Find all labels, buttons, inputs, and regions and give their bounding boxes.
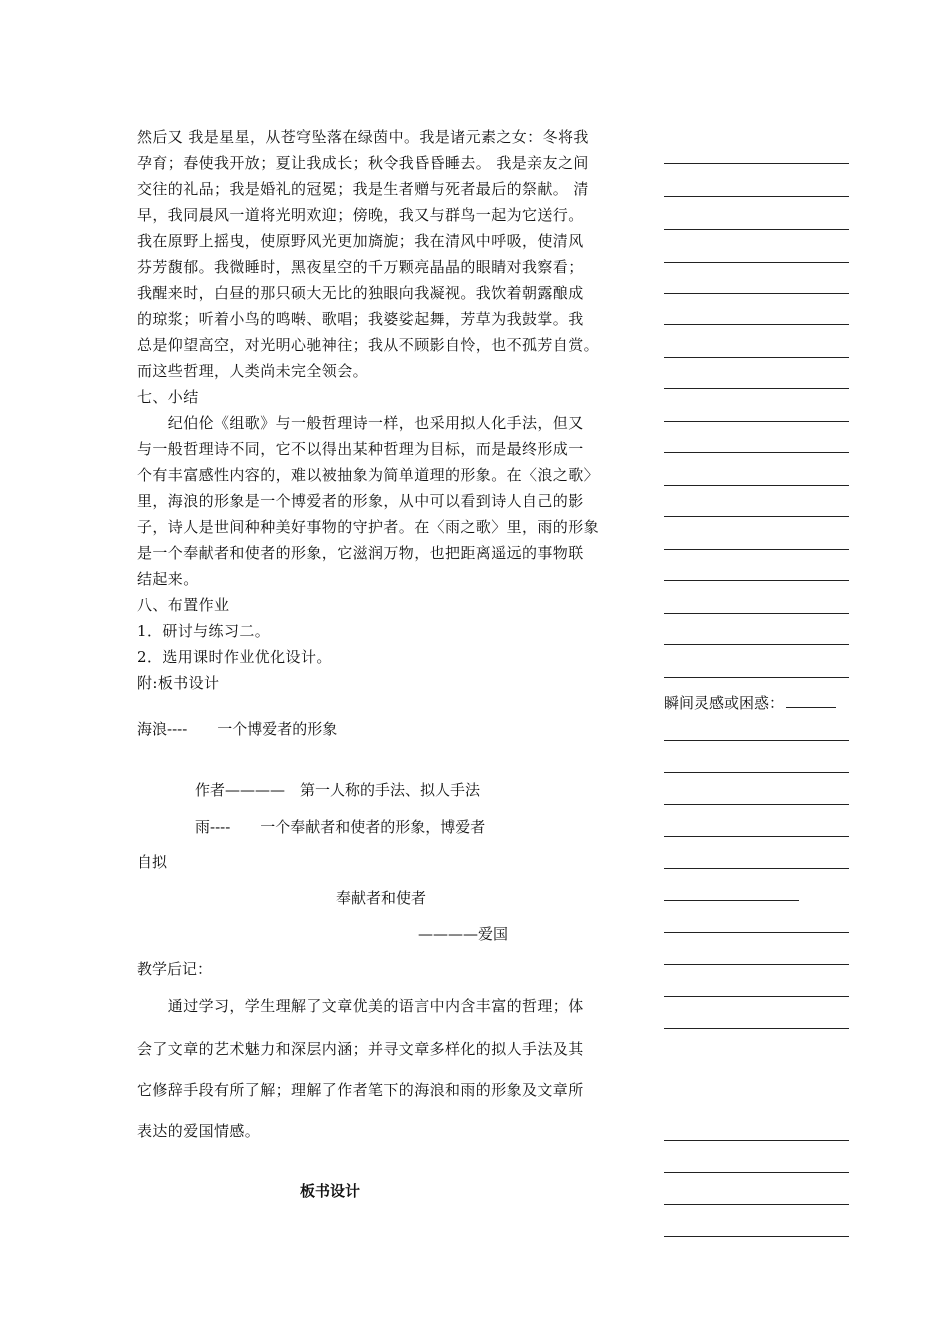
poem-line: 我醒来时，白昼的那只硕大无比的独眼向我凝视。我饮着朝露酿成 [137, 284, 584, 302]
board-self-label: 自拟 [137, 853, 168, 871]
note-rule [664, 1204, 849, 1205]
appendix-heading: 附:板书设计 [137, 674, 220, 692]
note-rule [664, 613, 849, 614]
note-rule [664, 932, 849, 933]
note-rule [664, 388, 849, 389]
summary-line: 结起来。 [137, 570, 199, 588]
board-dedicator: 奉献者和使者 [336, 889, 427, 907]
note-rule [664, 868, 849, 869]
note-rule [664, 1140, 849, 1141]
note-rule [664, 485, 849, 486]
poem-line: 总是仰望高空，对光明心驰神往；我从不顾影自怜，也不孤芳自赏。 [137, 336, 600, 354]
note-rule [664, 1028, 849, 1029]
poem-line: 孕育；春使我开放；夏让我成长；秋令我昏昏睡去。 我是亲友之间 [137, 154, 589, 172]
board-patriot: ————爱国 [418, 925, 509, 943]
inspiration-label [664, 692, 836, 713]
board-author-line: 作者———— 第一人称的手法、拟人手法 [195, 781, 481, 799]
poem-line: 然后又 我是星星，从苍穹坠落在绿茵中。我是诸元素之女：冬将我 [137, 128, 589, 146]
postscript-heading: 教学后记： [137, 960, 213, 978]
poem-line: 而这些哲理，人类尚未完全领会。 [137, 362, 369, 380]
poem-paragraph [137, 124, 647, 384]
note-rule [664, 740, 849, 741]
note-rule [664, 229, 849, 230]
homework-item: 2．选用课时作业优化设计。 [137, 648, 332, 666]
board-rain-line: 雨---- 一个奉献者和使者的形象，博爱者 [195, 818, 486, 836]
poem-line: 交往的礼品；我是婚礼的冠冕；我是生者赠与死者最后的祭献。 清 [137, 180, 589, 198]
note-rule [664, 262, 849, 263]
board-wave-line: 海浪---- 一个博爱者的形象 [137, 720, 338, 738]
homework-heading: 八、布置作业 [137, 596, 230, 614]
homework-item: 1．研讨与练习二。 [137, 622, 271, 640]
summary-line: 里，海浪的形象是一个博爱者的形象，从中可以看到诗人自己的影 [137, 492, 584, 510]
summary-line: 子，诗人是世间种种美好事物的守护者。在〈雨之歌〉里，雨的形象 [137, 518, 600, 536]
note-rule [664, 163, 849, 164]
summary-heading: 七、小结 [137, 388, 199, 406]
note-rule [664, 677, 849, 678]
inspiration-label-text: 瞬间灵感或困惑： [664, 694, 785, 712]
postscript-line: 会了文章的艺术魅力和深层内涵；并寻文章多样化的拟人手法及其 [137, 1040, 584, 1058]
note-rule [664, 772, 849, 773]
note-rule [664, 964, 849, 965]
postscript-line: 通过学习，学生理解了文章优美的语言中内含丰富的哲理；体 [137, 997, 584, 1015]
note-rule [664, 357, 849, 358]
footer-title: 板书设计 [300, 1182, 361, 1200]
note-rule [664, 549, 849, 550]
inspiration-blank[interactable] [786, 695, 836, 708]
note-rule [664, 1172, 849, 1173]
note-rule [664, 324, 849, 325]
summary-line: 纪伯伦《组歌》与一般哲理诗一样，也采用拟人化手法，但又 [137, 414, 584, 432]
poem-line: 我在原野上摇曳，使原野风光更加旖旎；我在清风中呼吸，使清风 [137, 232, 584, 250]
poem-line: 早，我同晨风一道将光明欢迎；傍晚，我又与群鸟一起为它送行。 [137, 206, 584, 224]
note-rule [664, 644, 849, 645]
note-rule [664, 196, 849, 197]
poem-line: 的琼浆；听着小鸟的鸣啭、歌唱；我婆娑起舞，芳草为我鼓掌。我 [137, 310, 584, 328]
note-rule [664, 452, 849, 453]
main-text-column [137, 124, 647, 696]
note-rule [664, 836, 849, 837]
note-rule [664, 421, 849, 422]
summary-line: 与一般哲理诗不同，它不以得出某种哲理为目标，而是最终形成一 [137, 440, 584, 458]
note-rule [664, 516, 849, 517]
poem-line: 芬芳馥郁。我微睡时，黑夜星空的千万颗亮晶晶的眼睛对我察看； [137, 258, 584, 276]
note-rule [664, 1236, 849, 1237]
postscript-line: 表达的爱国情感。 [137, 1122, 261, 1140]
summary-line: 个有丰富感性内容的，难以被抽象为简单道理的形象。在〈浪之歌〉 [137, 466, 600, 484]
note-rule [664, 293, 849, 294]
note-rule [664, 900, 799, 901]
summary-line: 是一个奉献者和使者的形象，它滋润万物，也把距离遥远的事物联 [137, 544, 584, 562]
summary-paragraph [137, 410, 647, 592]
postscript-line: 它修辞手段有所了解；理解了作者笔下的海浪和雨的形象及文章所 [137, 1081, 584, 1099]
note-rule [664, 804, 849, 805]
note-rule [664, 996, 849, 997]
note-rule [664, 580, 849, 581]
